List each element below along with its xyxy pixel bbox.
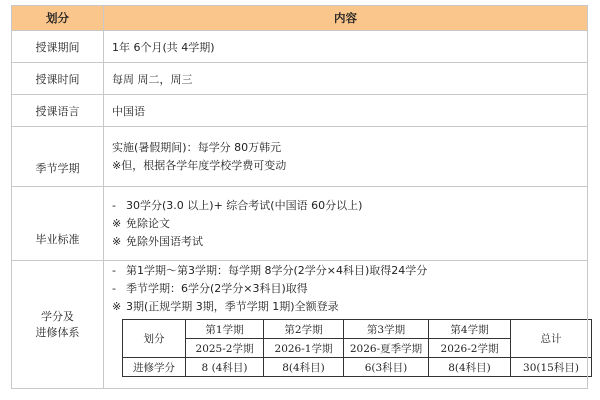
semester-4-credits: 8(4科目) [429,358,511,377]
graduation-line-1 [112,197,587,215]
seasonal-line-2: ※但，根据各学年度学校学费可变动 [112,158,287,172]
credit-table-value-row [123,358,592,377]
language-label: 授课语言 [12,95,104,127]
table-header-row [12,6,588,31]
credits-line-1 [112,262,587,280]
row-credits [12,261,588,389]
row-time [12,63,588,95]
credits-content [104,261,588,389]
semester-2-name: 第2学期 [264,320,344,339]
language-value: 中国语 [104,95,588,127]
row-graduation [12,187,588,261]
graduation-line-3-text: 免除外国语考试 [126,234,203,248]
credits-line-2 [112,280,587,298]
note-mark: ※ [112,300,122,313]
semester-1-name: 第1学期 [186,320,264,339]
semester-4-term: 2026-2学期 [429,339,511,358]
graduation-label-text: 毕业标准 [35,232,80,246]
credit-table-total-header: 总计 [511,320,592,358]
graduation-content [104,187,588,261]
credit-total-value: 30(15科目) [511,358,592,377]
period-label: 授课期间 [12,31,104,63]
credit-row-label: 进修学分 [123,358,186,377]
dash-mark: - [112,282,116,295]
credit-table [122,319,592,377]
seasonal-label [12,127,104,187]
semester-2-credits: 8(4科目) [264,358,344,377]
semester-2-term: 2026-1学期 [264,339,344,358]
credits-line-3 [112,298,587,316]
graduation-label [12,187,104,261]
header-content: 内容 [104,6,588,31]
dash-mark: - [112,198,116,212]
semester-1-term: 2025-2学期 [186,339,264,358]
credits-label [12,261,104,389]
graduation-line-1-text: 30学分(3.0 以上)+ 综合考试(中国语 60分以上) [126,198,363,212]
header-category: 划分 [12,6,104,31]
semester-3-credits: 6(3科目) [344,358,429,377]
seasonal-content [104,127,588,187]
row-seasonal [12,127,588,187]
note-mark: ※ [112,216,122,230]
graduation-line-2-text: 免除论文 [126,216,170,230]
dash-mark: - [112,264,116,277]
credits-line-1-text: 第1学期～第3学期：每学期 8学分(2学分×4科目)取得24学分 [126,264,428,277]
semester-3-name: 第3学期 [344,320,429,339]
time-value: 每周 周二，周三 [104,63,588,95]
program-info-table [11,5,588,389]
note-mark: ※ [112,234,122,248]
semester-1-credits: 8 (4科目) [186,358,264,377]
time-label: 授课时间 [12,63,104,95]
graduation-line-3 [112,233,587,251]
semester-3-term: 2026-夏季学期 [344,339,429,358]
credits-line-3-text: 3期(正规学期 3期，季节学期 1期)全额登录 [126,300,339,313]
row-language [12,95,588,127]
row-period [12,31,588,63]
credits-label-line-2: 进修体系 [35,325,80,339]
credit-table-header-row [123,320,592,339]
credit-table-corner: 划分 [123,320,186,358]
credit-table-wrap [112,316,587,377]
graduation-line-2 [112,215,587,233]
semester-4-name: 第4学期 [429,320,511,339]
period-value: 1年 6个月(共 4学期) [104,31,588,63]
credits-label-line-1: 学分及 [41,309,74,323]
seasonal-line-1: 实施(暑假期间)：每学分 80万韩元 [112,140,282,154]
seasonal-label-text: 季节学期 [35,161,80,175]
credits-line-2-text: 季节学期：6学分(2学分×3科目)取得 [126,282,308,295]
